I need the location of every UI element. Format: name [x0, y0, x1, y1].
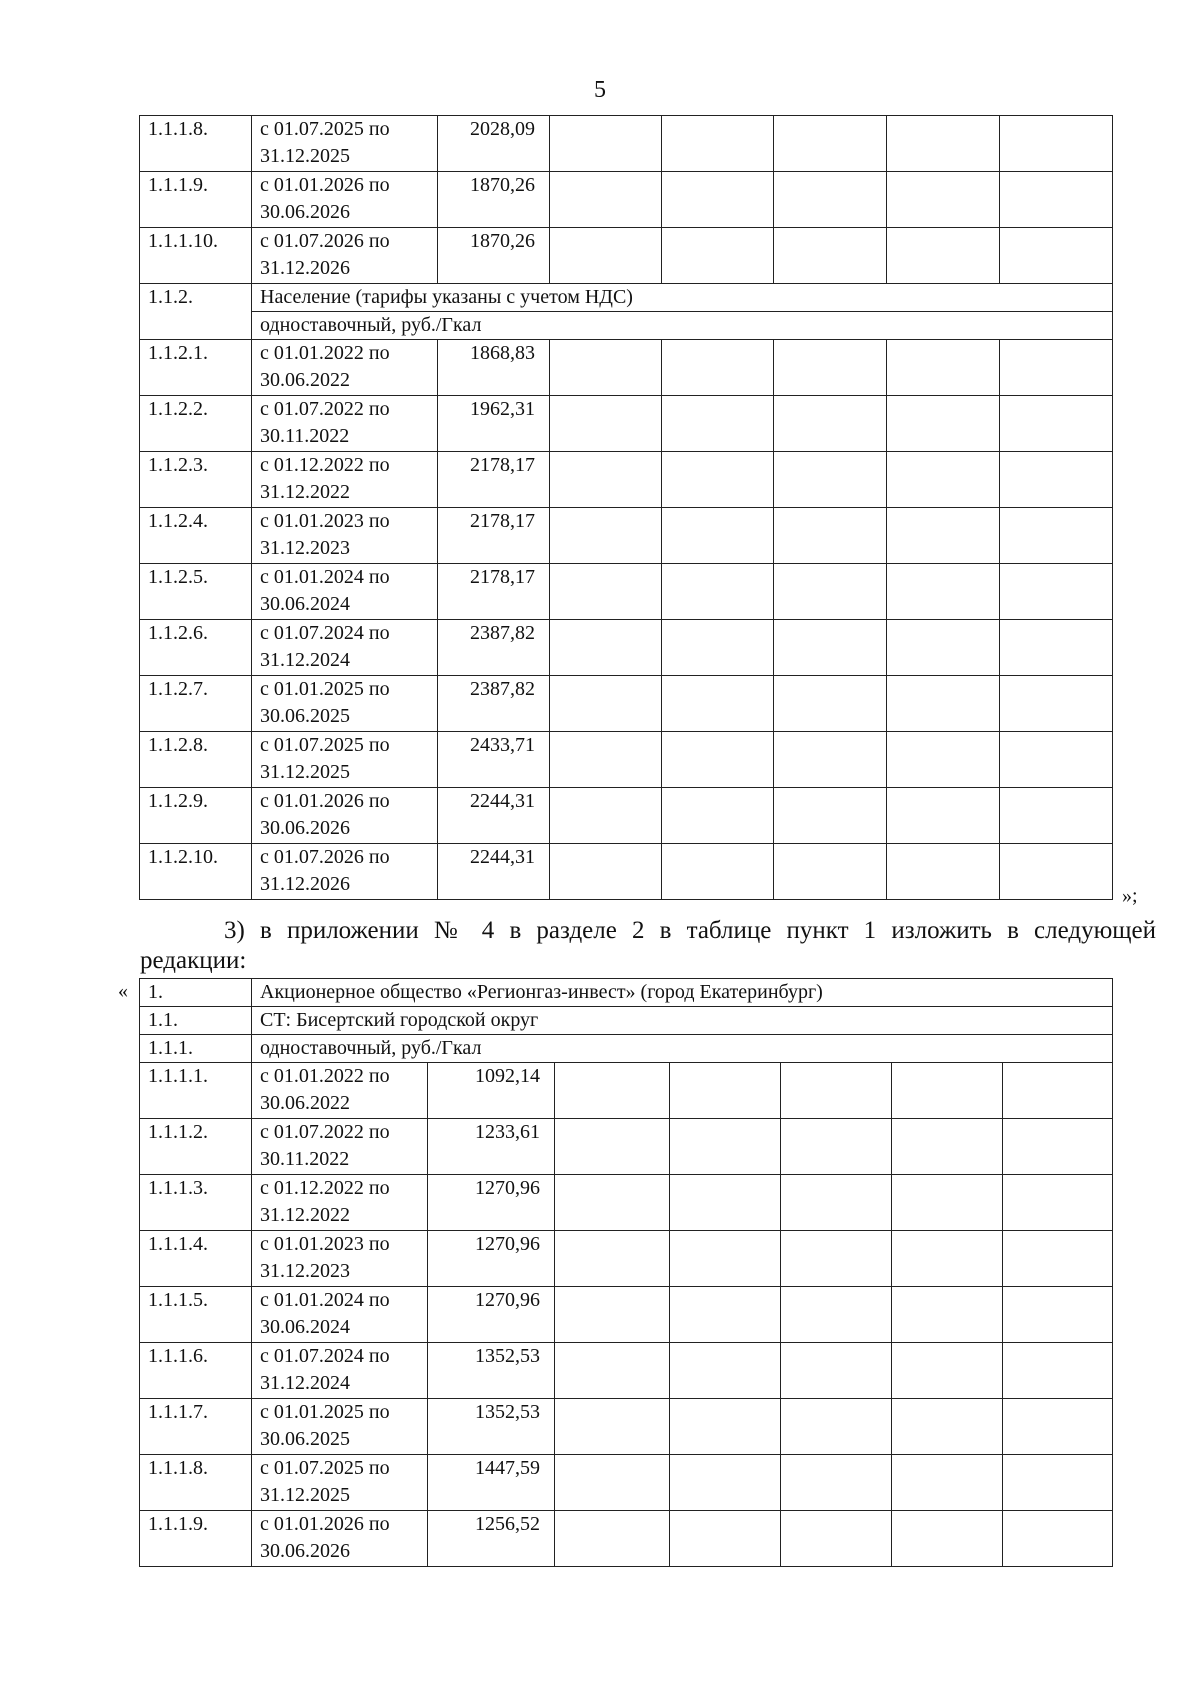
empty-cell — [1000, 340, 1113, 396]
empty-cell — [892, 1063, 1003, 1119]
empty-cell — [781, 1455, 892, 1511]
empty-cell — [1003, 1119, 1113, 1175]
empty-cell — [1000, 620, 1113, 676]
table-row — [140, 676, 1113, 732]
empty-cell — [774, 788, 887, 844]
opening-quote-mark: « — [118, 980, 128, 1002]
period-end: 30.06.2022 — [260, 1092, 350, 1114]
empty-cell — [1003, 1511, 1113, 1567]
period-start: с 01.07.2026 по — [260, 846, 390, 868]
row-number: 1.1.1.8. — [140, 1455, 252, 1511]
empty-cell — [670, 1063, 781, 1119]
empty-cell — [662, 396, 774, 452]
table-row — [140, 788, 1113, 844]
empty-cell — [550, 676, 662, 732]
empty-cell — [550, 732, 662, 788]
table-row — [140, 732, 1113, 788]
empty-cell — [662, 172, 774, 228]
empty-cell — [555, 1231, 670, 1287]
empty-cell — [1000, 508, 1113, 564]
empty-cell — [1000, 844, 1113, 900]
empty-cell — [887, 508, 1000, 564]
tariff-table-new — [139, 978, 1113, 1567]
table-row — [140, 228, 1113, 284]
paragraph-line-2: редакции: — [140, 947, 247, 974]
empty-cell — [774, 620, 887, 676]
row-number: 1.1.2.5. — [140, 564, 252, 620]
empty-cell — [887, 172, 1000, 228]
period-end: 31.12.2022 — [260, 481, 350, 503]
page-number: 5 — [594, 77, 606, 103]
empty-cell — [892, 1175, 1003, 1231]
row-period — [252, 844, 438, 900]
empty-cell — [670, 1343, 781, 1399]
empty-cell — [670, 1287, 781, 1343]
empty-cell — [887, 788, 1000, 844]
empty-cell — [550, 452, 662, 508]
empty-cell — [555, 1511, 670, 1567]
table-row — [140, 564, 1113, 620]
empty-cell — [774, 396, 887, 452]
row-period — [252, 1119, 428, 1175]
period-start: с 01.01.2022 по — [260, 1065, 390, 1087]
empty-cell — [781, 1511, 892, 1567]
table-row — [140, 1343, 1113, 1399]
period-end: 31.12.2026 — [260, 257, 350, 279]
empty-cell — [662, 732, 774, 788]
empty-cell — [1000, 228, 1113, 284]
row-period — [252, 340, 438, 396]
empty-cell — [774, 228, 887, 284]
table-row — [140, 620, 1113, 676]
row-tariff-value: 1870,26 — [438, 172, 550, 228]
empty-cell — [1000, 116, 1113, 172]
period-start: с 01.07.2022 по — [260, 398, 390, 420]
row-tariff-value: 1352,53 — [428, 1399, 555, 1455]
row-tariff-value: 1270,96 — [428, 1287, 555, 1343]
row-number: 1.1.2.4. — [140, 508, 252, 564]
empty-cell — [892, 1399, 1003, 1455]
empty-cell — [662, 340, 774, 396]
row-tariff-value: 1447,59 — [428, 1455, 555, 1511]
period-end: 30.06.2022 — [260, 369, 350, 391]
row-number: 1.1.1.4. — [140, 1231, 252, 1287]
row-tariff-value: 2387,82 — [438, 676, 550, 732]
system-row — [140, 1007, 1113, 1035]
row-tariff-value: 2387,82 — [438, 620, 550, 676]
row-tariff-value: 1270,96 — [428, 1231, 555, 1287]
empty-cell — [550, 564, 662, 620]
empty-cell — [1003, 1231, 1113, 1287]
period-start: с 01.01.2026 по — [260, 790, 390, 812]
empty-cell — [781, 1343, 892, 1399]
table-row — [140, 1119, 1113, 1175]
paragraph-line-1: 3) в приложении № 4 в разделе 2 в таблице пункт 1 изложить в следующей — [224, 917, 1156, 944]
table2-header-rows — [140, 979, 1113, 1063]
row-tariff-value: 2028,09 — [438, 116, 550, 172]
empty-cell — [662, 788, 774, 844]
empty-cell — [555, 1119, 670, 1175]
period-end: 30.06.2026 — [260, 1540, 350, 1562]
closing-quote-mark: »; — [1122, 885, 1138, 907]
row-tariff-value: 2178,17 — [438, 564, 550, 620]
row-number: 1.1.2.6. — [140, 620, 252, 676]
empty-cell — [670, 1455, 781, 1511]
row-number: 1.1.2.3. — [140, 452, 252, 508]
group-subtitle-row — [140, 312, 1113, 340]
row-number: 1.1.1.7. — [140, 1399, 252, 1455]
org-name: Акционерное общество «Регионгаз-инвест» (город Екатеринбург) — [252, 979, 1113, 1007]
empty-cell — [550, 340, 662, 396]
table-row — [140, 1175, 1113, 1231]
table-row — [140, 396, 1113, 452]
period-end: 31.12.2025 — [260, 145, 350, 167]
empty-cell — [550, 788, 662, 844]
period-end: 30.06.2026 — [260, 201, 350, 223]
row-tariff-value: 2178,17 — [438, 452, 550, 508]
empty-cell — [887, 396, 1000, 452]
period-start: с 01.01.2022 по — [260, 342, 390, 364]
table-row — [140, 116, 1113, 172]
empty-cell — [662, 620, 774, 676]
empty-cell — [670, 1399, 781, 1455]
empty-cell — [1003, 1287, 1113, 1343]
period-start: с 01.01.2024 по — [260, 566, 390, 588]
empty-cell — [774, 844, 887, 900]
empty-cell — [887, 844, 1000, 900]
row-tariff-value: 1270,96 — [428, 1175, 555, 1231]
empty-cell — [887, 340, 1000, 396]
row-number: 1.1.1.3. — [140, 1175, 252, 1231]
row-period — [252, 732, 438, 788]
group-subtitle: одноставочный, руб./Гкал — [252, 312, 1113, 340]
row-period — [252, 788, 438, 844]
empty-cell — [555, 1343, 670, 1399]
row-number: 1.1.1.5. — [140, 1287, 252, 1343]
period-start: с 01.07.2024 по — [260, 622, 390, 644]
period-end: 30.06.2026 — [260, 817, 350, 839]
period-start: с 01.07.2025 по — [260, 1457, 390, 1479]
empty-cell — [1003, 1399, 1113, 1455]
empty-cell — [662, 228, 774, 284]
empty-cell — [550, 172, 662, 228]
system-name: СТ: Бисертский городской округ — [252, 1007, 1113, 1035]
empty-cell — [1000, 788, 1113, 844]
table-row — [140, 1231, 1113, 1287]
row-tariff-value: 1233,61 — [428, 1119, 555, 1175]
row-number: 1.1.2.7. — [140, 676, 252, 732]
row-period — [252, 452, 438, 508]
period-start: с 01.01.2026 по — [260, 1513, 390, 1535]
empty-cell — [774, 340, 887, 396]
row-period — [252, 396, 438, 452]
empty-cell — [662, 452, 774, 508]
period-end: 30.06.2025 — [260, 1428, 350, 1450]
table-row — [140, 1455, 1113, 1511]
empty-cell — [555, 1287, 670, 1343]
period-start: с 01.01.2024 по — [260, 1289, 390, 1311]
period-start: с 01.07.2024 по — [260, 1345, 390, 1367]
table-row — [140, 452, 1113, 508]
empty-cell — [555, 1399, 670, 1455]
row-tariff-value: 1870,26 — [438, 228, 550, 284]
row-tariff-value: 2244,31 — [438, 844, 550, 900]
empty-cell — [1000, 564, 1113, 620]
row-number: 1.1.1.10. — [140, 228, 252, 284]
empty-cell — [892, 1343, 1003, 1399]
row-tariff-value: 1256,52 — [428, 1511, 555, 1567]
row-period — [252, 228, 438, 284]
row-period — [252, 1511, 428, 1567]
row-number: 1.1.1.8. — [140, 116, 252, 172]
empty-cell — [662, 676, 774, 732]
row-period — [252, 1455, 428, 1511]
empty-cell — [892, 1511, 1003, 1567]
table2-rows — [140, 1063, 1113, 1567]
row-period — [252, 1231, 428, 1287]
group-number: 1.1.2. — [140, 284, 252, 340]
empty-cell — [781, 1287, 892, 1343]
period-end: 31.12.2023 — [260, 537, 350, 559]
empty-cell — [550, 116, 662, 172]
row-number: 1.1.1.2. — [140, 1119, 252, 1175]
empty-cell — [892, 1287, 1003, 1343]
period-end: 30.06.2024 — [260, 593, 350, 615]
empty-cell — [781, 1063, 892, 1119]
row-number: 1.1.2.9. — [140, 788, 252, 844]
empty-cell — [892, 1119, 1003, 1175]
empty-cell — [662, 508, 774, 564]
empty-cell — [662, 844, 774, 900]
group-title-row — [140, 284, 1113, 312]
row-period — [252, 676, 438, 732]
row-tariff-value: 1352,53 — [428, 1343, 555, 1399]
row-period — [252, 564, 438, 620]
empty-cell — [550, 844, 662, 900]
empty-cell — [774, 732, 887, 788]
empty-cell — [781, 1231, 892, 1287]
empty-cell — [887, 564, 1000, 620]
period-end: 31.12.2026 — [260, 873, 350, 895]
period-end: 30.06.2025 — [260, 705, 350, 727]
row-period — [252, 1063, 428, 1119]
row-period — [252, 1175, 428, 1231]
row-tariff-value: 1868,83 — [438, 340, 550, 396]
row-tariff-value: 1092,14 — [428, 1063, 555, 1119]
table-row — [140, 1287, 1113, 1343]
table-row — [140, 1399, 1113, 1455]
row-tariff-value: 2244,31 — [438, 788, 550, 844]
empty-cell — [1000, 396, 1113, 452]
empty-cell — [887, 676, 1000, 732]
period-start: с 01.07.2022 по — [260, 1121, 390, 1143]
empty-cell — [1003, 1063, 1113, 1119]
row-period — [252, 1343, 428, 1399]
period-start: с 01.07.2025 по — [260, 118, 390, 140]
rate-number: 1.1.1. — [140, 1035, 252, 1063]
period-start: с 01.01.2023 по — [260, 510, 390, 532]
rate-row — [140, 1035, 1113, 1063]
system-number: 1.1. — [140, 1007, 252, 1035]
period-end: 31.12.2025 — [260, 761, 350, 783]
table1-rows-before — [140, 116, 1113, 284]
group-title: Население (тарифы указаны с учетом НДС) — [252, 284, 1113, 312]
tariff-table-continued — [139, 115, 1113, 900]
period-end: 31.12.2024 — [260, 649, 350, 671]
row-number: 1.1.2.10. — [140, 844, 252, 900]
empty-cell — [550, 396, 662, 452]
period-start: с 01.01.2026 по — [260, 174, 390, 196]
empty-cell — [781, 1399, 892, 1455]
empty-cell — [1003, 1175, 1113, 1231]
row-period — [252, 620, 438, 676]
table-row — [140, 1063, 1113, 1119]
empty-cell — [774, 452, 887, 508]
period-end: 30.11.2022 — [260, 425, 350, 447]
period-start: с 01.12.2022 по — [260, 1177, 390, 1199]
empty-cell — [774, 116, 887, 172]
period-start: с 01.12.2022 по — [260, 454, 390, 476]
period-end: 31.12.2022 — [260, 1204, 350, 1226]
org-number: 1. — [140, 979, 252, 1007]
table1-group — [140, 284, 1113, 340]
period-start: с 01.01.2025 по — [260, 1401, 390, 1423]
empty-cell — [887, 228, 1000, 284]
rate-name: одноставочный, руб./Гкал — [252, 1035, 1113, 1063]
empty-cell — [1003, 1455, 1113, 1511]
period-start: с 01.01.2023 по — [260, 1233, 390, 1255]
empty-cell — [774, 676, 887, 732]
empty-cell — [555, 1175, 670, 1231]
period-start: с 01.07.2026 по — [260, 230, 390, 252]
row-period — [252, 172, 438, 228]
table-row — [140, 844, 1113, 900]
period-end: 30.11.2022 — [260, 1148, 350, 1170]
empty-cell — [550, 620, 662, 676]
row-number: 1.1.1.1. — [140, 1063, 252, 1119]
row-number: 1.1.1.9. — [140, 172, 252, 228]
org-row — [140, 979, 1113, 1007]
table1-rows-after — [140, 340, 1113, 900]
period-end: 31.12.2024 — [260, 1372, 350, 1394]
period-end: 30.06.2024 — [260, 1316, 350, 1338]
empty-cell — [670, 1119, 781, 1175]
empty-cell — [892, 1231, 1003, 1287]
empty-cell — [555, 1063, 670, 1119]
empty-cell — [1003, 1343, 1113, 1399]
empty-cell — [774, 508, 887, 564]
table-row — [140, 172, 1113, 228]
empty-cell — [670, 1175, 781, 1231]
empty-cell — [774, 172, 887, 228]
table-row — [140, 1511, 1113, 1567]
empty-cell — [662, 116, 774, 172]
table-row — [140, 508, 1113, 564]
table-row — [140, 340, 1113, 396]
row-number: 1.1.2.8. — [140, 732, 252, 788]
amendment-paragraph — [140, 916, 1156, 976]
empty-cell — [1000, 676, 1113, 732]
empty-cell — [774, 564, 887, 620]
empty-cell — [670, 1231, 781, 1287]
row-period — [252, 116, 438, 172]
period-end: 31.12.2025 — [260, 1484, 350, 1506]
empty-cell — [781, 1175, 892, 1231]
empty-cell — [781, 1119, 892, 1175]
empty-cell — [550, 508, 662, 564]
row-tariff-value: 1962,31 — [438, 396, 550, 452]
empty-cell — [1000, 732, 1113, 788]
period-start: с 01.07.2025 по — [260, 734, 390, 756]
period-end: 31.12.2023 — [260, 1260, 350, 1282]
empty-cell — [1000, 452, 1113, 508]
empty-cell — [887, 116, 1000, 172]
row-number: 1.1.1.6. — [140, 1343, 252, 1399]
row-tariff-value: 2433,71 — [438, 732, 550, 788]
empty-cell — [887, 732, 1000, 788]
empty-cell — [887, 452, 1000, 508]
row-tariff-value: 2178,17 — [438, 508, 550, 564]
empty-cell — [887, 620, 1000, 676]
row-number: 1.1.1.9. — [140, 1511, 252, 1567]
empty-cell — [555, 1455, 670, 1511]
empty-cell — [662, 564, 774, 620]
empty-cell — [892, 1455, 1003, 1511]
empty-cell — [1000, 172, 1113, 228]
period-start: с 01.01.2025 по — [260, 678, 390, 700]
row-number: 1.1.2.1. — [140, 340, 252, 396]
row-number: 1.1.2.2. — [140, 396, 252, 452]
row-period — [252, 508, 438, 564]
empty-cell — [550, 228, 662, 284]
row-period — [252, 1399, 428, 1455]
row-period — [252, 1287, 428, 1343]
empty-cell — [670, 1511, 781, 1567]
